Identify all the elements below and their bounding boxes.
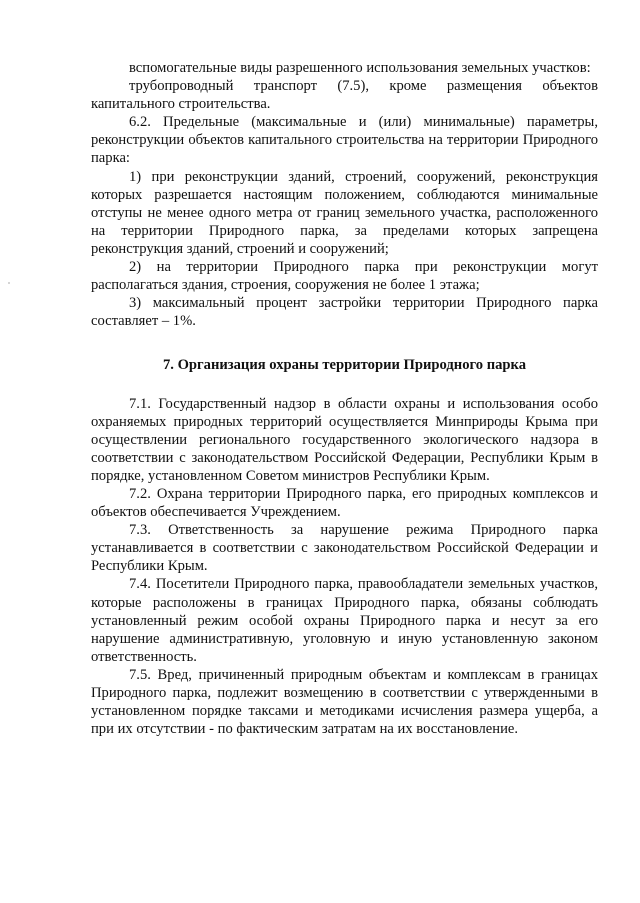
section-heading: 7. Организация охраны территории Природного парка: [162, 357, 527, 374]
paragraph-6-2-item-2: 2) на территории Природного парка при реконструкции могут располагаться здания, строения, сооружения не более 1 этажа;: [91, 259, 598, 294]
paragraph-pipeline-transport: трубопроводный транспорт (7.5), кроме размещения объектов капитального строительства.: [91, 78, 598, 113]
paragraph-7-3: 7.3. Ответственность за нарушение режима Природного парка устанавливается в соответствии с законодательством Российской Федерации и Республики Крым.: [91, 522, 598, 575]
paragraph-7-4: 7.4. Посетители Природного парка, правообладатели земельных участков, которые расположены в границах Природного парка, обязаны соблюдать установленный режим особой охраны Природного парка и несут за его нарушение административную, уголовную и иную установленную законом ответственность.: [91, 576, 598, 665]
paragraph-permitted-uses: вспомогательные виды разрешенного использования земельных участков:: [129, 60, 591, 76]
paragraph-6-2-item-1: 1) при реконструкции зданий, строений, сооружений, реконструкция которых разрешается настоящим положением, соблюдаются минимальные отступы не менее одного метра от границ земельного участка, расположенного на территории Природного парка, за пределами которых запрещена реконструкция зданий, строений и сооружений;: [91, 168, 598, 257]
paragraph-7-5: 7.5. Вред, причиненный природным объектам и комплексам в границах Природного парка, подлежит возмещению в соответствии с утвержденными в установленном порядке таксами и методиками исчисления размера ущерба, а при их отсутствии - по фактическим затратам на их восстановление.: [91, 666, 598, 738]
paragraph-7-1: 7.1. Государственный надзор в области охраны и использования особо охраняемых природных территорий осуществляется Минприроды Крыма при осуществлении регионального государственного экологического надзора в соответствии с законодательством Российской Федерации, Республики Крым в порядке, установленном Советом министров Республики Крым.: [91, 395, 598, 484]
document-body: [91, 59, 598, 738]
paragraph-6-2: 6.2. Предельные (максимальные и (или) минимальные) параметры, реконструкции объектов капитального строительства на территории Природного парка:: [91, 114, 598, 167]
scan-speck: [8, 282, 10, 284]
paragraph-6-2-item-3: 3) максимальный процент застройки территории Природного парка составляет – 1%.: [91, 295, 598, 330]
paragraph-7-2: 7.2. Охрана территории Природного парка, его природных комплексов и объектов обеспечивается Учреждением.: [91, 485, 598, 521]
